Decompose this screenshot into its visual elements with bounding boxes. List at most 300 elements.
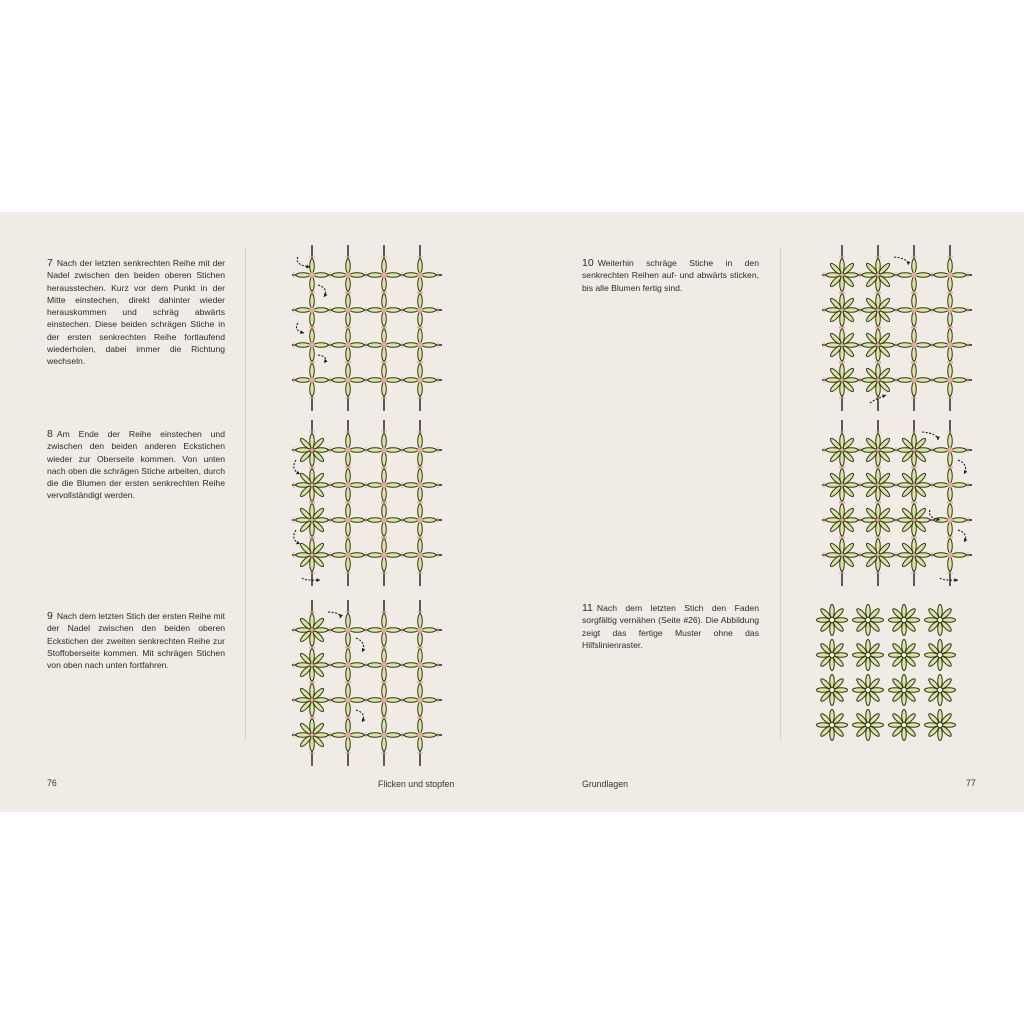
stitch-leaf bbox=[368, 733, 382, 738]
stitch-leaf bbox=[948, 487, 953, 501]
stitch-leaf bbox=[368, 343, 382, 348]
stitch-leaf bbox=[346, 294, 351, 308]
stitch-leaf bbox=[382, 259, 387, 273]
stitch-leaf bbox=[332, 343, 346, 348]
stitch-leaf bbox=[350, 273, 364, 278]
step-text: Am Ende der Reihe einstechen und zwischen den beiden anderen Eckstichen wieder zur Oberseite kommen. Von unten nach oben die schrägen Stiche arbeiten, durch die die Blumen der ersten senkrechten Reihe vervollständigt werden. bbox=[47, 429, 225, 501]
stitch-leaf bbox=[912, 312, 917, 326]
center-dot bbox=[911, 307, 917, 313]
running-title-left: Flicken und stopfen bbox=[378, 779, 455, 789]
stitch-leaf bbox=[346, 557, 351, 571]
stitch-leaf bbox=[404, 698, 418, 703]
stitch-leaf bbox=[314, 308, 328, 313]
stitch-leaf bbox=[332, 448, 346, 453]
stitch-leaf bbox=[314, 273, 328, 278]
stitch-leaf bbox=[382, 702, 387, 716]
stitch-leaf bbox=[382, 557, 387, 571]
stitch-leaf bbox=[418, 632, 423, 646]
step-9 bbox=[47, 610, 225, 671]
stitch-leaf bbox=[382, 329, 387, 343]
stitch-leaf bbox=[368, 663, 382, 668]
page-number-left: 76 bbox=[47, 778, 57, 788]
stitch-leaf bbox=[404, 733, 418, 738]
stitch-leaf bbox=[404, 308, 418, 313]
arrowhead-icon bbox=[296, 541, 300, 544]
center-dot bbox=[345, 272, 351, 278]
center-dot bbox=[345, 342, 351, 348]
stitch-leaf bbox=[948, 347, 953, 361]
stitch-leaf bbox=[386, 663, 400, 668]
center-dot bbox=[345, 627, 351, 633]
stitch-leaf bbox=[368, 698, 382, 703]
stitch-leaf bbox=[418, 649, 423, 663]
running-title-right: Grundlagen bbox=[582, 779, 628, 789]
stitch-leaf bbox=[346, 452, 351, 466]
center-dot bbox=[345, 307, 351, 313]
center-dot bbox=[381, 662, 387, 668]
stitch-leaf bbox=[368, 378, 382, 383]
stitch-leaf bbox=[418, 294, 423, 308]
stitch-leaf bbox=[422, 483, 436, 488]
stitch-leaf bbox=[952, 273, 966, 278]
stitch-leaf bbox=[948, 452, 953, 466]
stitch-leaf bbox=[382, 632, 387, 646]
stitch-leaf bbox=[912, 294, 917, 308]
step-number: 8 bbox=[47, 428, 53, 440]
column-divider-left bbox=[245, 248, 246, 740]
stitch-leaf bbox=[346, 487, 351, 501]
center-dot bbox=[417, 342, 423, 348]
stitch-leaf bbox=[346, 469, 351, 483]
stitch-leaf bbox=[296, 308, 310, 313]
stitch-leaf bbox=[422, 628, 436, 633]
stitch-leaf bbox=[350, 308, 364, 313]
center-dot bbox=[417, 662, 423, 668]
diagram-step-10a bbox=[810, 245, 975, 413]
stitch-leaf bbox=[404, 553, 418, 558]
stitch-leaf bbox=[346, 522, 351, 536]
center-dot bbox=[381, 447, 387, 453]
stitch-leaf bbox=[296, 343, 310, 348]
stitch-leaf bbox=[948, 434, 953, 448]
stitch-leaf bbox=[898, 273, 912, 278]
stitch-leaf bbox=[422, 663, 436, 668]
stitch-leaf bbox=[368, 483, 382, 488]
center-dot bbox=[345, 447, 351, 453]
stitch-leaf bbox=[404, 518, 418, 523]
stitch-leaf bbox=[350, 378, 364, 383]
arrowhead-icon bbox=[300, 330, 304, 334]
stitch-leaf bbox=[952, 378, 966, 383]
stitch-leaf bbox=[418, 329, 423, 343]
stitch-leaf bbox=[310, 329, 315, 343]
stitch-leaf bbox=[382, 649, 387, 663]
stitch-leaf bbox=[916, 308, 930, 313]
stitch-leaf bbox=[422, 698, 436, 703]
stitch-leaf bbox=[418, 684, 423, 698]
stitch-leaf bbox=[368, 273, 382, 278]
stitch-leaf bbox=[934, 553, 948, 558]
stitch-leaf bbox=[346, 504, 351, 518]
center-dot bbox=[911, 342, 917, 348]
stitch-leaf bbox=[382, 737, 387, 751]
stitch-leaf bbox=[422, 308, 436, 313]
stitch-leaf bbox=[898, 308, 912, 313]
stitch-leaf bbox=[310, 364, 315, 378]
stitch-leaf bbox=[898, 378, 912, 383]
center-dot bbox=[345, 377, 351, 383]
stitch-leaf bbox=[382, 684, 387, 698]
center-dot bbox=[381, 627, 387, 633]
stitch-leaf bbox=[404, 448, 418, 453]
stitch-leaf bbox=[332, 733, 346, 738]
stitch-leaf bbox=[418, 557, 423, 571]
diagram-step-11-finished bbox=[810, 600, 975, 750]
stitch-leaf bbox=[386, 308, 400, 313]
center-dot bbox=[309, 377, 315, 383]
stitch-leaf bbox=[346, 649, 351, 663]
needle-path-arrow bbox=[894, 257, 908, 265]
stitch-leaf bbox=[418, 522, 423, 536]
stitch-leaf bbox=[418, 487, 423, 501]
arrowhead-icon bbox=[324, 359, 328, 363]
center-dot bbox=[381, 517, 387, 523]
stitch-leaf bbox=[314, 378, 328, 383]
center-dot bbox=[417, 697, 423, 703]
step-11 bbox=[582, 602, 759, 651]
stitch-leaf bbox=[948, 469, 953, 483]
stitch-leaf bbox=[310, 382, 315, 396]
stitch-leaf bbox=[350, 733, 364, 738]
stitch-leaf bbox=[948, 557, 953, 571]
stitch-leaf bbox=[948, 504, 953, 518]
center-dot bbox=[417, 377, 423, 383]
stitch-leaf bbox=[310, 259, 315, 273]
stitch-leaf bbox=[948, 277, 953, 291]
step-number: 9 bbox=[47, 610, 53, 622]
stitch-leaf bbox=[422, 343, 436, 348]
center-dot bbox=[381, 697, 387, 703]
center-dot bbox=[417, 732, 423, 738]
stitch-leaf bbox=[934, 343, 948, 348]
stitch-leaf bbox=[332, 698, 346, 703]
arrowhead-icon bbox=[296, 471, 300, 474]
step-number: 7 bbox=[47, 257, 53, 269]
stitch-leaf bbox=[346, 277, 351, 291]
stitch-leaf bbox=[948, 522, 953, 536]
stitch-leaf bbox=[916, 273, 930, 278]
stitch-leaf bbox=[912, 347, 917, 361]
stitch-leaf bbox=[332, 273, 346, 278]
stitch-leaf bbox=[350, 483, 364, 488]
stitch-leaf bbox=[382, 364, 387, 378]
step-text: Weiterhin schräge Stiche in den senkrechten Reihen auf- und abwärts sticken, bis alle Blumen fertig sind. bbox=[582, 258, 759, 293]
stitch-leaf bbox=[418, 277, 423, 291]
stitch-leaf bbox=[422, 518, 436, 523]
stitch-leaf bbox=[310, 347, 315, 361]
stitch-leaf bbox=[382, 522, 387, 536]
center-dot bbox=[381, 307, 387, 313]
step-number: 11 bbox=[582, 602, 593, 614]
stitch-leaf bbox=[368, 518, 382, 523]
stitch-leaf bbox=[346, 347, 351, 361]
stitch-leaf bbox=[948, 382, 953, 396]
stitch-leaf bbox=[418, 382, 423, 396]
stitch-leaf bbox=[346, 259, 351, 273]
needle-path-arrow bbox=[328, 612, 340, 618]
center-dot bbox=[309, 307, 315, 313]
stitch-leaf bbox=[386, 518, 400, 523]
stitch-leaf bbox=[386, 553, 400, 558]
step-text: Nach der letzten senkrechten Reihe mit der Nadel zwischen den beiden oberen Stichen herausstechen. Kurz vor dem Punkt in der Mitte einstechen, direkt dahinter wieder herauskommen und schräg abwärts einstechen. Diese beiden schrägen Stiche in der ersten senkrechten Reihe fortlaufend wiederholen, dabei immer die Richtung wechseln. bbox=[47, 258, 225, 367]
stitch-leaf bbox=[934, 308, 948, 313]
stitch-leaf bbox=[332, 518, 346, 523]
stitch-leaf bbox=[418, 364, 423, 378]
stitch-leaf bbox=[346, 719, 351, 733]
stitch-leaf bbox=[418, 737, 423, 751]
stitch-leaf bbox=[346, 329, 351, 343]
center-dot bbox=[381, 552, 387, 558]
stitch-leaf bbox=[422, 733, 436, 738]
stitch-leaf bbox=[346, 434, 351, 448]
stitch-leaf bbox=[368, 448, 382, 453]
center-dot bbox=[381, 732, 387, 738]
stitch-leaf bbox=[952, 448, 966, 453]
stitch-leaf bbox=[418, 469, 423, 483]
center-dot bbox=[345, 732, 351, 738]
stitch-leaf bbox=[346, 312, 351, 326]
stitch-leaf bbox=[382, 539, 387, 553]
step-7 bbox=[47, 257, 225, 368]
stitch-leaf bbox=[346, 667, 351, 681]
stitch-leaf bbox=[418, 452, 423, 466]
center-dot bbox=[381, 482, 387, 488]
arrowhead-icon bbox=[316, 578, 320, 582]
step-text: Nach dem letzten Stich der ersten Reihe mit der Nadel zwischen den beiden oberen Eckstichen der zweiten senkrechten Reihe zur Stoffoberseite kommen. Mit schrägen Stichen von oben nach unten fortfahren. bbox=[47, 611, 225, 671]
stitch-leaf bbox=[418, 702, 423, 716]
center-dot bbox=[417, 482, 423, 488]
center-dot bbox=[947, 517, 953, 523]
center-dot bbox=[381, 377, 387, 383]
stitch-leaf bbox=[422, 273, 436, 278]
stitch-leaf bbox=[382, 504, 387, 518]
stitch-leaf bbox=[310, 294, 315, 308]
center-dot bbox=[911, 377, 917, 383]
stitch-leaf bbox=[404, 628, 418, 633]
stitch-leaf bbox=[386, 483, 400, 488]
center-dot bbox=[947, 342, 953, 348]
stitch-leaf bbox=[332, 308, 346, 313]
stitch-leaf bbox=[948, 294, 953, 308]
diagram-step-9 bbox=[280, 600, 445, 768]
stitch-leaf bbox=[948, 312, 953, 326]
center-dot bbox=[381, 342, 387, 348]
stitch-leaf bbox=[346, 614, 351, 628]
stitch-leaf bbox=[382, 667, 387, 681]
stitch-leaf bbox=[952, 483, 966, 488]
stitch-leaf bbox=[952, 343, 966, 348]
stitch-leaf bbox=[418, 259, 423, 273]
stitch-leaf bbox=[418, 312, 423, 326]
stitch-leaf bbox=[350, 518, 364, 523]
stitch-leaf bbox=[404, 663, 418, 668]
stitch-leaf bbox=[382, 487, 387, 501]
center-dot bbox=[381, 272, 387, 278]
stitch-leaf bbox=[382, 614, 387, 628]
stitch-leaf bbox=[916, 343, 930, 348]
stitch-leaf bbox=[948, 539, 953, 553]
stitch-leaf bbox=[934, 273, 948, 278]
stitch-leaf bbox=[898, 343, 912, 348]
center-dot bbox=[911, 272, 917, 278]
stitch-leaf bbox=[368, 628, 382, 633]
stitch-leaf bbox=[916, 378, 930, 383]
stitch-leaf bbox=[350, 628, 364, 633]
stitch-leaf bbox=[404, 273, 418, 278]
center-dot bbox=[947, 552, 953, 558]
stitch-leaf bbox=[386, 698, 400, 703]
stitch-leaf bbox=[418, 719, 423, 733]
step-number: 10 bbox=[582, 257, 594, 269]
center-dot bbox=[417, 552, 423, 558]
center-dot bbox=[345, 552, 351, 558]
stitch-leaf bbox=[350, 343, 364, 348]
stitch-leaf bbox=[948, 259, 953, 273]
center-dot bbox=[947, 377, 953, 383]
stitch-leaf bbox=[350, 448, 364, 453]
step-text: Nach dem letzten Stich den Faden sorgfältig vernähen (Seite #26). Die Abbildung zeigt das fertige Muster ohne das Hilfslinienraster. bbox=[582, 603, 759, 650]
needle-path-arrow bbox=[297, 257, 310, 267]
stitch-leaf bbox=[418, 504, 423, 518]
stitch-leaf bbox=[386, 273, 400, 278]
stitch-leaf bbox=[346, 684, 351, 698]
stitch-leaf bbox=[952, 518, 966, 523]
stitch-leaf bbox=[386, 343, 400, 348]
stitch-leaf bbox=[332, 378, 346, 383]
stitch-leaf bbox=[382, 347, 387, 361]
center-dot bbox=[417, 447, 423, 453]
step-8 bbox=[47, 428, 225, 502]
stitch-leaf bbox=[350, 553, 364, 558]
stitch-leaf bbox=[912, 259, 917, 273]
stitch-leaf bbox=[912, 364, 917, 378]
needle-path-arrow bbox=[294, 460, 300, 474]
stitch-leaf bbox=[418, 667, 423, 681]
stitch-leaf bbox=[912, 382, 917, 396]
step-10 bbox=[582, 257, 759, 294]
needle-path-arrow bbox=[296, 323, 304, 333]
stitch-leaf bbox=[314, 343, 328, 348]
column-divider-right bbox=[780, 248, 781, 740]
stitch-leaf bbox=[382, 382, 387, 396]
center-dot bbox=[417, 627, 423, 633]
center-dot bbox=[947, 272, 953, 278]
diagram-step-8 bbox=[280, 420, 445, 588]
stitch-leaf bbox=[382, 277, 387, 291]
stitch-leaf bbox=[350, 663, 364, 668]
center-dot bbox=[309, 342, 315, 348]
stitch-leaf bbox=[382, 294, 387, 308]
stitch-leaf bbox=[332, 483, 346, 488]
stitch-leaf bbox=[422, 378, 436, 383]
stitch-leaf bbox=[386, 628, 400, 633]
diagram-step-7 bbox=[280, 245, 445, 413]
stitch-leaf bbox=[422, 553, 436, 558]
needle-path-arrow bbox=[294, 530, 300, 544]
stitch-leaf bbox=[386, 733, 400, 738]
center-dot bbox=[947, 447, 953, 453]
arrowhead-icon bbox=[907, 261, 911, 265]
stitch-leaf bbox=[346, 539, 351, 553]
center-dot bbox=[309, 272, 315, 278]
center-dot bbox=[947, 482, 953, 488]
center-dot bbox=[345, 482, 351, 488]
center-dot bbox=[345, 697, 351, 703]
stitch-leaf bbox=[350, 698, 364, 703]
center-dot bbox=[417, 272, 423, 278]
stitch-leaf bbox=[934, 483, 948, 488]
stitch-leaf bbox=[296, 273, 310, 278]
stitch-leaf bbox=[404, 483, 418, 488]
center-dot bbox=[417, 517, 423, 523]
stitch-leaf bbox=[386, 448, 400, 453]
stitch-leaf bbox=[332, 663, 346, 668]
stitch-leaf bbox=[382, 312, 387, 326]
stitch-leaf bbox=[912, 329, 917, 343]
stitch-leaf bbox=[952, 553, 966, 558]
stitch-leaf bbox=[346, 364, 351, 378]
stitch-leaf bbox=[418, 347, 423, 361]
stitch-leaf bbox=[382, 719, 387, 733]
stitch-leaf bbox=[332, 628, 346, 633]
stitch-leaf bbox=[382, 469, 387, 483]
stitch-leaf bbox=[418, 434, 423, 448]
stitch-leaf bbox=[386, 378, 400, 383]
stitch-leaf bbox=[346, 737, 351, 751]
stitch-leaf bbox=[346, 702, 351, 716]
center-dot bbox=[417, 307, 423, 313]
center-dot bbox=[345, 662, 351, 668]
stitch-leaf bbox=[948, 329, 953, 343]
stitch-leaf bbox=[404, 378, 418, 383]
arrowhead-icon bbox=[339, 614, 343, 618]
stitch-leaf bbox=[332, 553, 346, 558]
stitch-leaf bbox=[346, 632, 351, 646]
stitch-leaf bbox=[912, 277, 917, 291]
stitch-leaf bbox=[368, 553, 382, 558]
stitch-leaf bbox=[310, 277, 315, 291]
stitch-leaf bbox=[934, 448, 948, 453]
stitch-leaf bbox=[382, 452, 387, 466]
stitch-leaf bbox=[404, 343, 418, 348]
center-dot bbox=[947, 307, 953, 313]
stitch-leaf bbox=[952, 308, 966, 313]
stitch-leaf bbox=[422, 448, 436, 453]
stitch-leaf bbox=[310, 312, 315, 326]
center-dot bbox=[345, 517, 351, 523]
stitch-leaf bbox=[382, 434, 387, 448]
stitch-leaf bbox=[296, 378, 310, 383]
page-number-right: 77 bbox=[966, 778, 976, 788]
arrowhead-icon bbox=[954, 578, 958, 582]
stitch-leaf bbox=[948, 364, 953, 378]
stitch-leaf bbox=[934, 378, 948, 383]
stitch-leaf bbox=[346, 382, 351, 396]
stitch-leaf bbox=[418, 539, 423, 553]
stitch-leaf bbox=[418, 614, 423, 628]
arrowhead-icon bbox=[936, 436, 940, 440]
diagram-step-10b bbox=[810, 420, 975, 588]
